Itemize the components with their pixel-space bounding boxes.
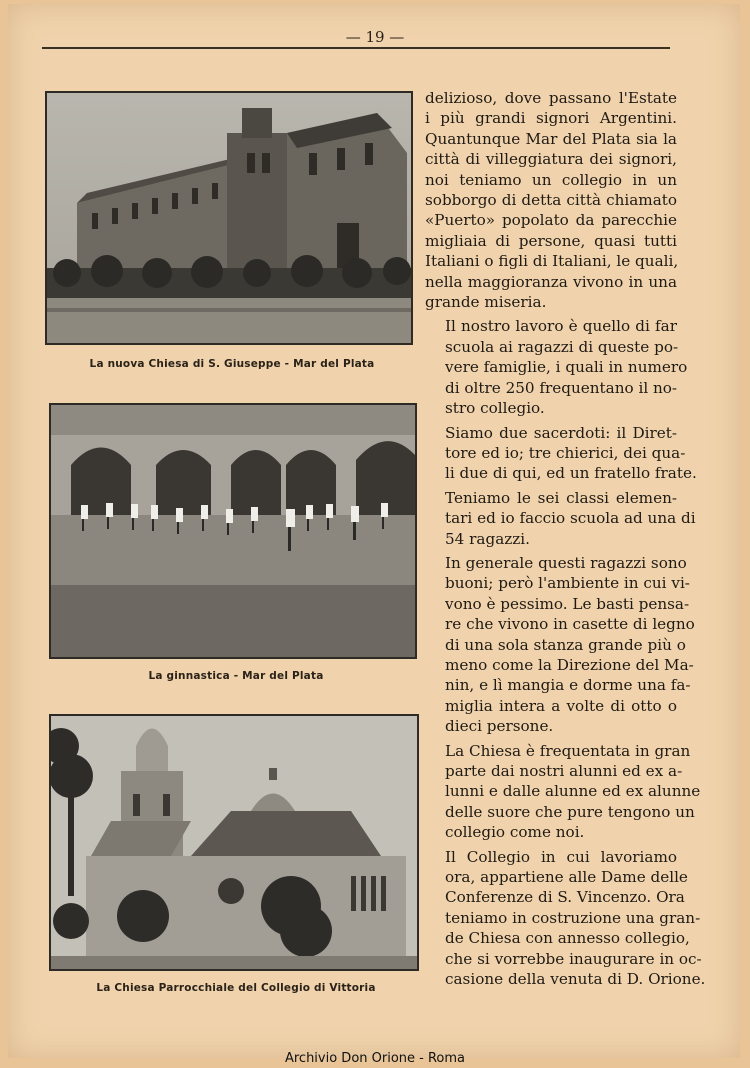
- text-line: li due di qui, ed un fratello frate.: [445, 464, 697, 483]
- text-line: casione della venuta di D. Orione.: [445, 970, 706, 989]
- text-line: città di villeggiatura dei signori,: [425, 150, 677, 169]
- text-line: de Chiesa con annesso collegio,: [445, 929, 690, 948]
- paragraph: [425, 847, 706, 990]
- paragraph: [425, 88, 677, 312]
- text-line: 54 ragazzi.: [445, 529, 530, 548]
- photo-caption: La Chiesa Parrocchiale del Collegio di Vittoria: [96, 982, 376, 994]
- paragraph: [425, 741, 701, 843]
- text-line: di oltre 250 frequentano il no-: [445, 378, 678, 397]
- text-line: migliaia di persone, quasi tutti: [425, 231, 677, 250]
- text-line: dieci persone.: [445, 717, 554, 736]
- gymnastics-courtyard-photo: [49, 403, 417, 659]
- photo-caption: La ginnastica - Mar del Plata: [148, 670, 324, 682]
- text-line: di una sola stanza grande più o: [445, 635, 686, 654]
- text-line: noi teniamo un collegio in un: [425, 170, 677, 189]
- text-line: re che vivono in casette di legno: [445, 615, 695, 634]
- text-line: tari ed io faccio scuola ad una di: [445, 509, 696, 528]
- paragraph: [425, 488, 696, 549]
- text-line: Italiani o figli di Italiani, le quali,: [425, 252, 679, 271]
- church-building-photo: [45, 91, 413, 345]
- text-line: Quantunque Mar del Plata sia la: [425, 129, 677, 148]
- text-line: tore ed io; tre chierici, dei qua-: [445, 443, 686, 462]
- paragraph: [425, 316, 688, 418]
- page-number: — 19 —: [345, 28, 405, 46]
- header-rule: [42, 47, 670, 49]
- archive-footer: Archivio Don Orione - Roma: [284, 1051, 466, 1066]
- text-line: scuola ai ragazzi di queste po-: [445, 337, 679, 356]
- text-line: «Puerto» popolato da parecchie: [425, 211, 677, 230]
- text-line: Il nostro lavoro è quello di far: [445, 317, 677, 336]
- photo-caption: La nuova Chiesa di S. Giuseppe - Mar del Plata: [89, 358, 375, 370]
- text-line: Conferenze di S. Vincenzo. Ora: [445, 888, 685, 907]
- text-line: delizioso, dove passano l'Estate: [425, 89, 677, 107]
- text-line: In generale questi ragazzi sono: [445, 553, 687, 572]
- parish-church-icon: [51, 716, 417, 969]
- text-line: meno come la Direzione del Ma-: [445, 655, 694, 674]
- text-line: lunni e dalle alunne ed ex alunne: [445, 782, 701, 801]
- text-line: collegio come noi.: [445, 823, 585, 842]
- text-line: vono è pessimo. Le basti pensa-: [445, 594, 690, 613]
- gymnastics-courtyard-icon: [51, 405, 415, 657]
- text-line: buoni; però l'ambiente in cui vi-: [445, 574, 690, 593]
- paragraph: [425, 423, 697, 484]
- text-line: La Chiesa è frequentata in gran: [445, 741, 691, 760]
- text-line: nin, e lì mangia e dorme una fa-: [445, 676, 691, 695]
- text-line: Siamo due sacerdoti: il Diret-: [445, 423, 677, 442]
- text-line: vere famiglie, i quali in numero: [445, 358, 688, 377]
- text-line: grande miseria.: [425, 293, 547, 312]
- church-building-icon: [47, 93, 411, 343]
- text-line: ora, appartiene alle Dame delle: [445, 868, 688, 887]
- text-line: sobborgo di detta città chiamato: [425, 191, 677, 210]
- text-line: nella maggioranza vivono in una: [425, 272, 677, 291]
- text-line: Teniamo le sei classi elemen-: [445, 488, 677, 507]
- text-line: delle suore che pure tengono un: [445, 802, 695, 821]
- text-line: che si vorrebbe inaugurare in oc-: [445, 949, 702, 968]
- text-line: parte dai nostri alunni ed ex a-: [445, 762, 683, 780]
- text-line: Il Collegio in cui lavoriamo: [445, 847, 677, 866]
- text-line: stro collegio.: [445, 399, 545, 418]
- paragraph: [425, 553, 695, 737]
- text-line: miglia intera a volte di otto o: [445, 696, 677, 715]
- article-text: [425, 88, 706, 989]
- text-line: teniamo in costruzione una gran-: [445, 908, 701, 927]
- text-line: i più grandi signori Argentini.: [425, 109, 677, 128]
- parish-church-photo: [49, 714, 419, 971]
